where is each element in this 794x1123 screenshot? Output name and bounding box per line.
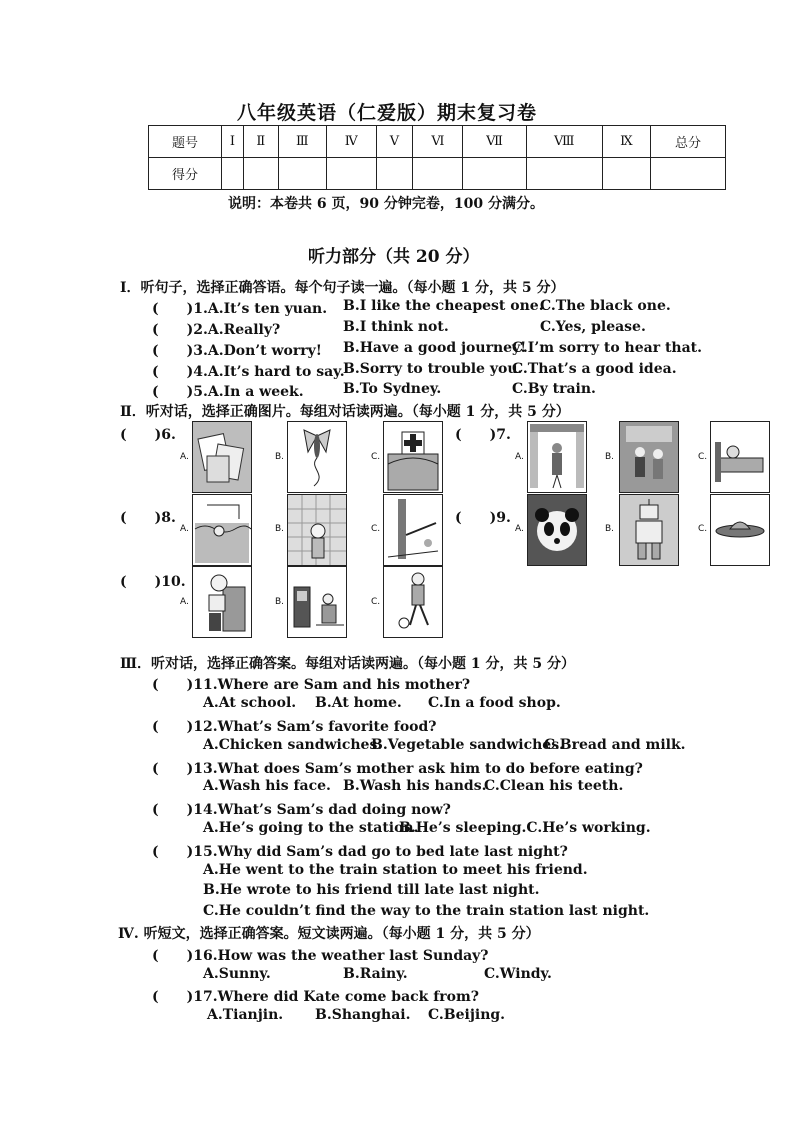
q12-option-a: A.Chicken sandwiches.: [203, 737, 383, 753]
q7-label-a: A.: [515, 452, 524, 462]
q8-label-b: B.: [275, 524, 285, 534]
q4-stem: ( )4.A.It’s hard to say.: [152, 364, 345, 380]
score-col-5: Ⅴ: [376, 126, 413, 158]
q2-option-b: B.I think not.: [343, 319, 449, 335]
q15-stem: ( )15.Why did Sam’s dad go to bed late last night?: [152, 844, 568, 860]
section-4-heading: Ⅳ. 听短文，选择正确答案。短文读两遍。（每小题 1 分，共 5 分）: [118, 926, 540, 942]
q6-stem: ( )6.: [120, 427, 176, 443]
q11-option-c: C.In a food shop.: [428, 695, 561, 711]
section-1-heading: Ⅰ．听句子，选择正确答语。每个句子读一遍。（每小题 1 分，共 5 分）: [120, 280, 565, 296]
q7-bed-patient-picture[interactable]: [710, 421, 770, 493]
q16-option-a: A.Sunny.: [203, 966, 271, 982]
q14-option-bc: B.He’s sleeping.C.He’s working.: [399, 820, 651, 836]
q12-option-c: C.Bread and milk.: [544, 737, 686, 753]
q6-label-c: C.: [371, 452, 381, 462]
q8-stem: ( )8.: [120, 510, 176, 526]
q12-stem: ( )12.What’s Sam’s favorite food?: [152, 719, 437, 735]
q6-hospital-picture[interactable]: [383, 421, 443, 493]
q11-stem: ( )11.Where are Sam and his mother?: [152, 677, 471, 693]
q10-label-b: B.: [275, 597, 285, 607]
q17-option-c: C.Beijing.: [428, 1007, 506, 1023]
q4-option-c: C.That’s a good idea.: [512, 361, 677, 377]
q10-stem: ( )10.: [120, 574, 186, 590]
score-col-7: Ⅶ: [463, 126, 526, 158]
q9-robot-picture[interactable]: [619, 494, 679, 566]
score-cell: [602, 158, 650, 190]
q7-label-b: B.: [605, 452, 615, 462]
score-col-9: Ⅸ: [602, 126, 650, 158]
score-col-2: Ⅱ: [243, 126, 278, 158]
score-table-row-label: 得分: [149, 158, 222, 190]
q2-option-c: C.Yes, please.: [540, 319, 646, 335]
score-cell: [413, 158, 463, 190]
score-cell: [376, 158, 413, 190]
q9-panda-picture[interactable]: [527, 494, 587, 566]
q8-shower-picture[interactable]: [287, 494, 347, 566]
q1-option-c: C.The black one.: [540, 298, 671, 314]
score-cell: [463, 158, 526, 190]
q15-option-a: A.He went to the train station to meet his friend.: [203, 862, 588, 878]
q6-kite-picture[interactable]: [287, 421, 347, 493]
score-table: [148, 125, 726, 190]
q4-option-b: B.Sorry to trouble you.: [343, 361, 523, 377]
q17-option-b: B.Shanghai.: [315, 1007, 411, 1023]
listening-title: 听力部分（共 20 分）: [308, 247, 480, 267]
score-cell: [278, 158, 326, 190]
q11-option-a: A.At school.: [203, 695, 297, 711]
q17-option-a: A.Tianjin.: [207, 1007, 284, 1023]
score-col-8: Ⅷ: [526, 126, 602, 158]
q16-option-b: B.Rainy.: [343, 966, 408, 982]
q15-option-b: B.He wrote to his friend till late last night.: [203, 882, 540, 898]
q9-label-c: C.: [698, 524, 708, 534]
q8-label-a: A.: [180, 524, 189, 534]
score-cell: [222, 158, 244, 190]
q10-football-picture[interactable]: [383, 566, 443, 638]
q8-swimming-picture[interactable]: [192, 494, 252, 566]
q13-option-a: A.Wash his face.: [203, 778, 331, 794]
page-title: 八年级英语（仁爱版）期末复习卷: [237, 102, 538, 124]
q9-label-a: A.: [515, 524, 524, 534]
score-col-3: Ⅲ: [278, 126, 326, 158]
q13-option-b: B.Wash his hands.: [343, 778, 487, 794]
q5-option-b: B.To Sydney.: [343, 381, 442, 397]
q7-shop-people-picture[interactable]: [619, 421, 679, 493]
score-col-6: Ⅵ: [413, 126, 463, 158]
q2-stem: ( )2.A.Really?: [152, 322, 281, 338]
q3-option-b: B.Have a good journey!: [343, 340, 527, 356]
exam-note: 说明：本卷共 6 页，90 分钟完卷，100 分满分。: [228, 196, 544, 212]
q14-option-a: A.He’s going to the station.: [203, 820, 419, 836]
score-col-total: 总分: [651, 126, 726, 158]
q5-option-c: C.By train.: [512, 381, 596, 397]
q6-label-a: A.: [180, 452, 189, 462]
q5-stem: ( )5.A.In a week.: [152, 384, 304, 400]
score-cell: [243, 158, 278, 190]
q13-stem: ( )13.What does Sam’s mother ask him to do before eating?: [152, 761, 643, 777]
q14-stem: ( )14.What’s Sam’s dad doing now?: [152, 802, 451, 818]
q12-option-b: B.Vegetable sandwiches.: [371, 737, 564, 753]
q9-label-b: B.: [605, 524, 615, 534]
section-2-heading: Ⅱ．听对话，选择正确图片。每组对话读两遍。（每小题 1 分，共 5 分）: [120, 404, 570, 420]
q9-ufo-picture[interactable]: [710, 494, 770, 566]
q8-tree-cutting-picture[interactable]: [383, 494, 443, 566]
q6-label-b: B.: [275, 452, 285, 462]
score-table-header-label: 题号: [149, 126, 222, 158]
score-cell: [526, 158, 602, 190]
q7-label-c: C.: [698, 452, 708, 462]
q10-label-c: C.: [371, 597, 381, 607]
q10-tv-picture[interactable]: [287, 566, 347, 638]
q17-stem: ( )17.Where did Kate come back from?: [152, 989, 479, 1005]
q16-option-c: C.Windy.: [484, 966, 552, 982]
q8-label-c: C.: [371, 524, 381, 534]
q1-option-b: B.I like the cheapest one.: [343, 298, 544, 314]
q7-stage-picture[interactable]: [527, 421, 587, 493]
score-col-4: Ⅳ: [326, 126, 376, 158]
q13-option-c: C.Clean his teeth.: [484, 778, 624, 794]
q9-stem: ( )9.: [455, 510, 511, 526]
q16-stem: ( )16.How was the weather last Sunday?: [152, 948, 489, 964]
q10-label-a: A.: [180, 597, 189, 607]
q11-option-b: B.At home.: [315, 695, 402, 711]
q15-option-c: C.He couldn’t find the way to the train station last night.: [203, 903, 650, 919]
q3-option-c: C.I’m sorry to hear that.: [512, 340, 703, 356]
section-3-heading: Ⅲ．听对话，选择正确答案。每组对话读两遍。（每小题 1 分，共 5 分）: [120, 656, 576, 672]
score-col-1: Ⅰ: [222, 126, 244, 158]
q1-stem: ( )1.A.It’s ten yuan.: [152, 301, 328, 317]
q7-stem: ( )7.: [455, 427, 511, 443]
q3-stem: ( )3.A.Don’t worry!: [152, 343, 322, 359]
q10-reading-picture[interactable]: [192, 566, 252, 638]
score-cell: [651, 158, 726, 190]
q6-stamps-picture[interactable]: [192, 421, 252, 493]
score-cell: [326, 158, 376, 190]
